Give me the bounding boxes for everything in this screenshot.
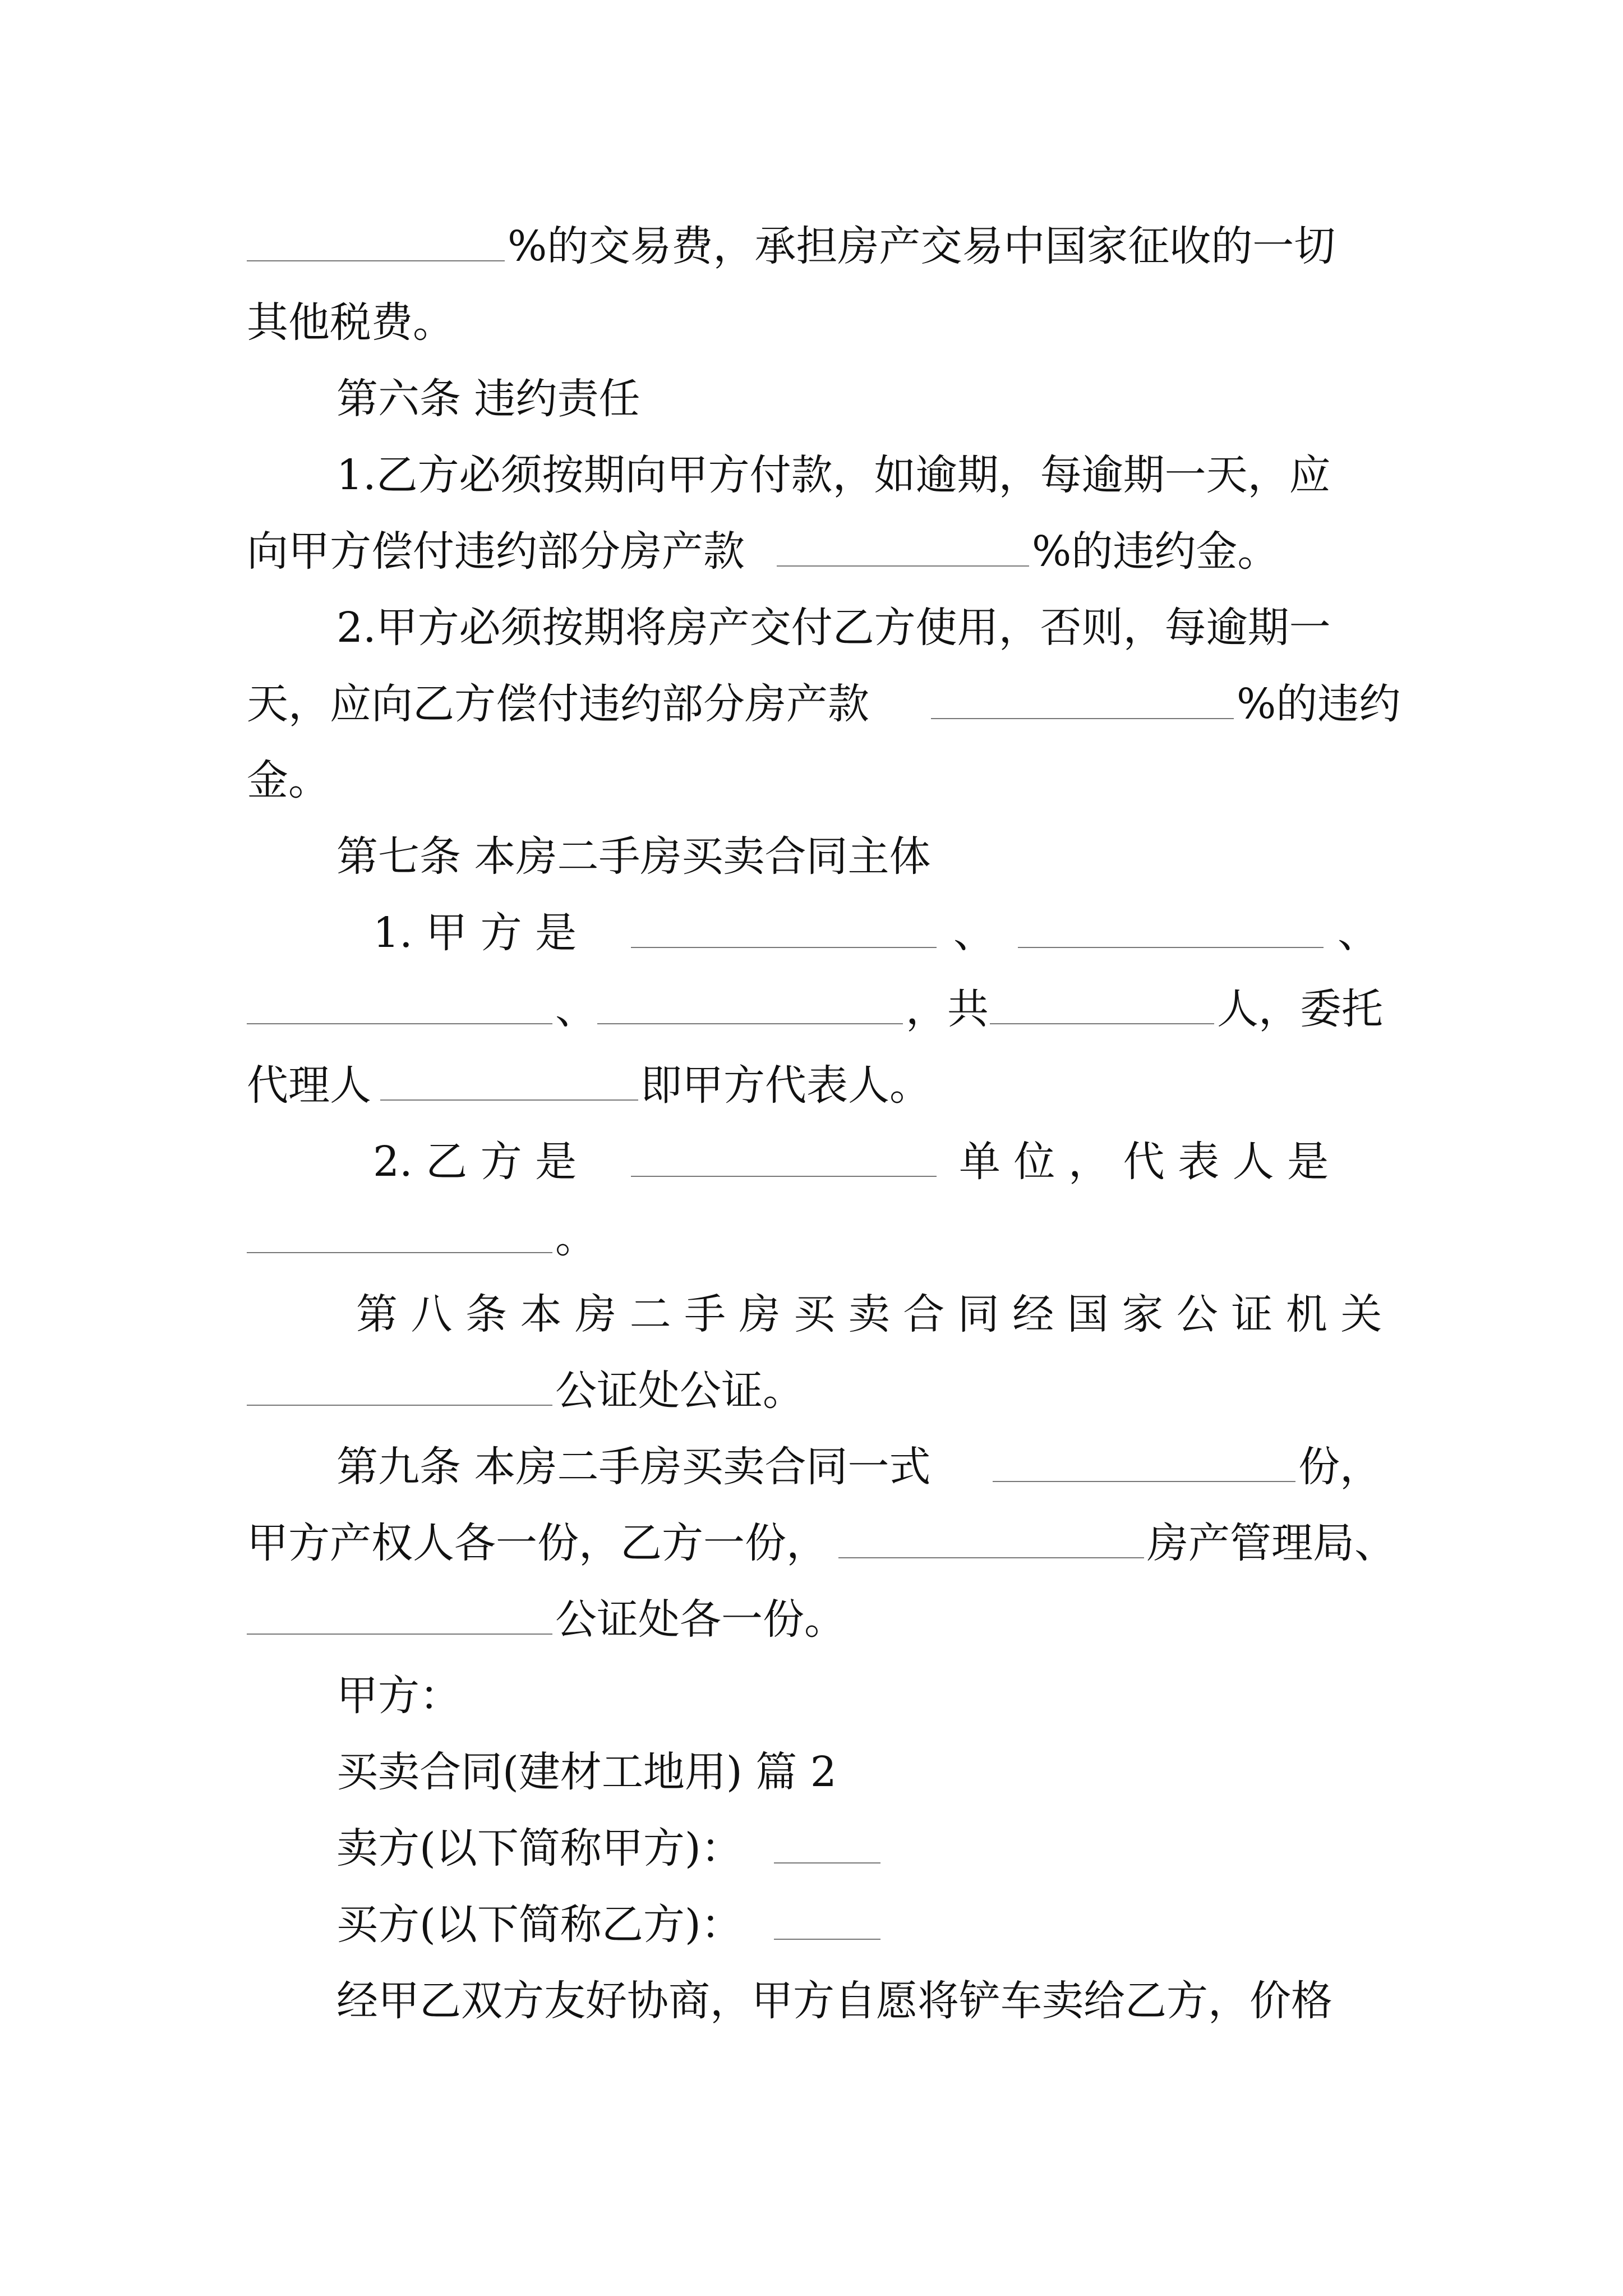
text-line: 1.乙方必须按期向甲方付款，如逾期，每逾期一天，应 <box>336 451 1331 499</box>
blank-line <box>247 1023 552 1024</box>
text-line: 即甲方代表人。 <box>640 1061 931 1110</box>
text-line: 甲方产权人各一份，乙方一份， <box>247 1519 828 1567</box>
text-line: 、 <box>1338 909 1379 957</box>
text-line: 单 位 ， 代 表 人 是 <box>959 1138 1329 1186</box>
blank-line <box>990 1023 1214 1024</box>
blank-line <box>993 1481 1295 1482</box>
text-line: 份， <box>1298 1443 1381 1491</box>
blank-line <box>838 1557 1144 1558</box>
blank-line <box>777 565 1029 567</box>
blank-line <box>380 1099 638 1101</box>
text-line: %的违约 <box>1237 680 1401 728</box>
blank-line <box>774 1939 880 1940</box>
text-line: 2. 乙 方 是 <box>373 1138 577 1186</box>
text-line: 天，应向乙方偿付违约部分房产款 <box>247 680 869 728</box>
blank-line <box>774 1862 880 1864</box>
text-line: 卖方(以下简称甲方)： <box>336 1824 743 1872</box>
text-line: 代理人 <box>247 1061 371 1110</box>
blank-line <box>1018 947 1324 948</box>
text-line: 2.甲方必须按期将房产交付乙方使用，否则，每逾期一 <box>336 604 1331 652</box>
text-line: %的违约金。 <box>1032 527 1279 576</box>
text-line: 人，委托 <box>1217 985 1383 1033</box>
text-line: 、 <box>953 909 995 957</box>
section-heading: 第 八 条 本 房 二 手 房 买 卖 合 同 经 国 家 公 证 机 关 <box>356 1290 1382 1338</box>
blank-line <box>631 947 937 948</box>
text-line: 房产管理局、 <box>1147 1519 1396 1567</box>
text-line: 金。 <box>247 756 330 804</box>
text-line: 。 <box>555 1214 597 1262</box>
text-line: 1. 甲 方 是 <box>373 909 577 957</box>
blank-line <box>247 1405 552 1406</box>
text-line: %的交易费，承担房产交易中国家征收的一切 <box>508 222 1336 270</box>
text-line: 向甲方偿付违约部分房产款 <box>247 527 745 576</box>
blank-line <box>631 1176 937 1177</box>
blank-line <box>247 260 505 261</box>
contract-title: 买卖合同(建材工地用) 篇 2 <box>336 1748 837 1796</box>
text-line: 经甲乙双方友好协商，甲方自愿将铲车卖给乙方，价格 <box>336 1977 1332 2025</box>
section-heading: 第六条 违约责任 <box>336 375 640 423</box>
blank-line <box>597 1023 903 1024</box>
blank-line <box>247 1252 552 1253</box>
blank-line <box>247 1634 552 1635</box>
section-heading: 第七条 本房二手房买卖合同主体 <box>336 832 931 881</box>
blank-line <box>931 718 1234 719</box>
text-line: ，共 <box>906 985 989 1033</box>
signature-label: 甲方： <box>336 1672 461 1720</box>
section-heading: 第九条 本房二手房买卖合同一式 <box>336 1443 931 1491</box>
text-line: 、 <box>555 985 597 1033</box>
text-line: 买方(以下简称乙方)： <box>336 1901 743 1949</box>
text-line: 公证处公证。 <box>555 1366 804 1415</box>
text-line: 其他税费。 <box>247 298 454 347</box>
text-line: 公证处各一份。 <box>555 1595 846 1644</box>
